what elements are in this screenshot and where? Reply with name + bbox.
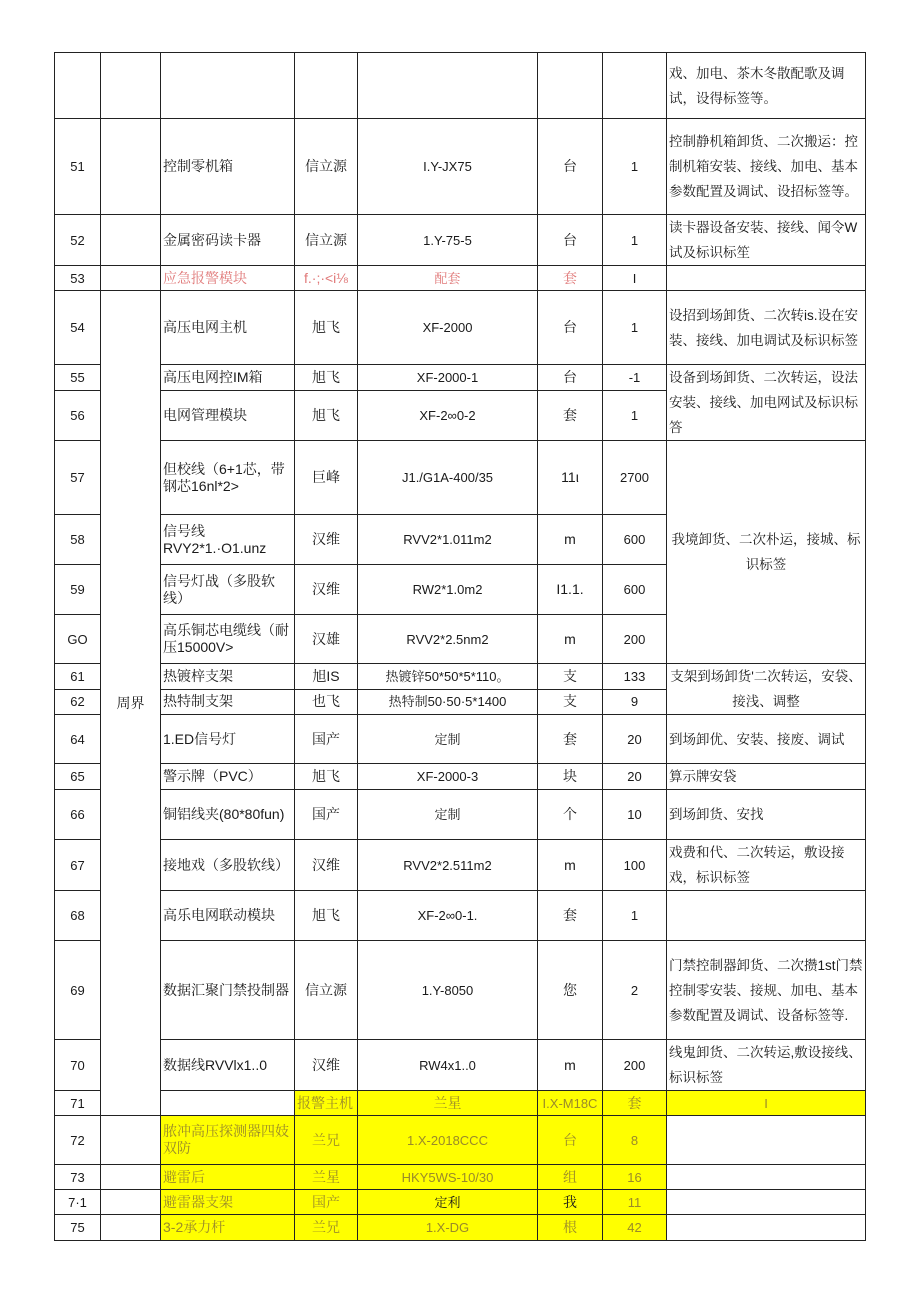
cell-qty: 1 [603,891,667,941]
cell-name [161,53,295,119]
cell-system [101,1215,161,1241]
cell-no: 72 [55,1116,101,1165]
cell-system-group: 周界 [101,291,161,1116]
cell-no: 62 [55,689,101,715]
cell-brand: 汉维 [295,565,358,615]
cell-name: 高压电网控IM箱 [161,365,295,391]
cell-unit: 台 [538,215,603,266]
cell-brand: 兰星 [295,1165,358,1190]
cell-work [667,266,866,291]
cell-qty: 1 [603,215,667,266]
cell-work: 支架到场卸货'二次转运，安袋、接浅、调整 [667,664,866,715]
cell-name: 电网管理模块 [161,391,295,441]
cell-system [101,53,161,119]
table-row [55,53,866,119]
cell-model: HKY5WS-10/30 [358,1165,538,1190]
cell-model: RVV2*2.511m2 [358,840,538,891]
cell-unit: 台 [538,365,603,391]
cell-no: 64 [55,715,101,764]
cell-unit: 个 [538,790,603,840]
table-row [55,441,866,515]
cell-brand: 国产 [295,790,358,840]
cell-model: 1.X-2018CCC [358,1116,538,1165]
cell-brand: 国产 [295,715,358,764]
cell-qty: 1 [603,391,667,441]
cell-work: 戏、加电、茶木冬散配歌及调试，设得标签等。 [667,53,866,119]
cell-unit: 组 [538,1165,603,1190]
cell-work [667,1165,866,1190]
cell-qty: 1 [603,291,667,365]
cell-model: 1.Y-8050 [358,941,538,1040]
cell-brand: 旭IS [295,664,358,690]
cell-work: 设备到场卸货、二次转运，设法安装、接线、加电网试及标识标答 [667,365,866,441]
cell-model: 配套 [358,266,538,291]
table-row [55,215,866,266]
cell-unit: m [538,515,603,565]
cell-name: 金属密码读卡器 [161,215,295,266]
cell-brand: 信立源 [295,941,358,1040]
cell-model: XF-2∞0-2 [358,391,538,441]
table-row [55,941,866,1040]
cell-no: 56 [55,391,101,441]
cell-qty: 2700 [603,441,667,515]
cell-unit: 套 [538,715,603,764]
cell-brand: 旭飞 [295,391,358,441]
cell-no: 73 [55,1165,101,1190]
cell-no: 61 [55,664,101,690]
cell-qty: 133 [603,664,667,690]
cell-work: 到场卸优、安装、接废、调试 [667,715,866,764]
cell-model: 热特制50·50·5*1400 [358,689,538,715]
cell-qty [603,53,667,119]
cell-work [667,891,866,941]
cell-unit: 块 [538,764,603,790]
table-row [55,715,866,764]
cell-no: 69 [55,941,101,1040]
cell-no: 58 [55,515,101,565]
table-row [55,891,866,941]
cell-qty: 20 [603,764,667,790]
cell-unit: 支 [538,689,603,715]
cell-brand: 巨峰 [295,441,358,515]
cell-qty: 10 [603,790,667,840]
cell-unit: 套 [538,891,603,941]
cell-model: RW2*1.0m2 [358,565,538,615]
table-row [55,790,866,840]
cell-work: 线鬼卸货、二次转运,敷设接线、标识标签 [667,1040,866,1091]
cell-qty: 600 [603,565,667,615]
cell-brand: 旭飞 [295,764,358,790]
cell-brand: 国产 [295,1190,358,1215]
cell-model: 定制 [358,790,538,840]
cell-no: 71 [55,1091,101,1116]
table-row [55,1215,866,1241]
cell-name: 控制零机箱 [161,119,295,215]
cell-unit [538,53,603,119]
cell-no: 57 [55,441,101,515]
cell-work [667,1116,866,1165]
cell-qty: 200 [603,1040,667,1091]
cell-qty: 600 [603,515,667,565]
cell-name: 避雷器支架 [161,1190,295,1215]
cell-unit: 套 [538,266,603,291]
cell-qty: 200 [603,615,667,664]
table-row [55,119,866,215]
cell-brand: 兰兄 [295,1215,358,1241]
cell-name: 信号灯战（多股软线） [161,565,295,615]
cell-name: 应急报警模块 [161,266,295,291]
cell-no: 7·1 [55,1190,101,1215]
cell-name: 但校线（6+1芯，带钢芯16nl*2> [161,441,295,515]
equipment-table [54,52,866,1241]
cell-model: I.X-M18C [538,1091,603,1116]
cell-unit: 支 [538,664,603,690]
cell-no: 70 [55,1040,101,1091]
cell-work: 控制静机箱卸货、二次搬运：控制机箱安装、接线、加电、基本参数配置及调试、设招标签等。 [667,119,866,215]
cell-brand: 汉维 [295,840,358,891]
cell-name: 数据汇聚门禁投制器 [161,941,295,1040]
cell-unit: 11ι [538,441,603,515]
cell-brand [295,53,358,119]
cell-system [101,266,161,291]
cell-unit: 台 [538,119,603,215]
cell-unit: m [538,840,603,891]
cell-model: 1.X-DG [358,1215,538,1241]
cell-brand: 兰星 [358,1091,538,1116]
cell-model: RW4x1..0 [358,1040,538,1091]
cell-qty: 20 [603,715,667,764]
cell-work: 设招到场卸货、二次转is.设在安装、接线、加电调试及标识标签 [667,291,866,365]
cell-name: 脓冲高压探测器四妓双防 [161,1116,295,1165]
cell-qty: 9 [603,689,667,715]
cell-no: 65 [55,764,101,790]
cell-work [667,1215,866,1241]
cell-brand: f.·;·<i⅛ [295,266,358,291]
cell-name: 铜铝线夹(80*80fun) [161,790,295,840]
cell-no: 54 [55,291,101,365]
cell-system [161,1091,295,1116]
cell-model: 定制 [358,715,538,764]
cell-qty: -1 [603,365,667,391]
cell-unit: 您 [538,941,603,1040]
cell-name: 热镀梓支架 [161,664,295,690]
cell-model: 热镀锌50*50*5*110。 [358,664,538,690]
table-row [55,1040,866,1091]
cell-work: 到场卸货、安找 [667,790,866,840]
cell-unit: 台 [538,291,603,365]
cell-work: 戏费和代、二次转运，敷设接戏，标识标签 [667,840,866,891]
cell-name: 避雷后 [161,1165,295,1190]
cell-qty: 42 [603,1215,667,1241]
cell-qty: 8 [603,1116,667,1165]
table-row [55,840,866,891]
cell-qty: I [603,266,667,291]
cell-name: 3-2承力杆 [161,1215,295,1241]
cell-no: 67 [55,840,101,891]
cell-no: 55 [55,365,101,391]
table-row [55,764,866,790]
cell-name: 1.ED信号灯 [161,715,295,764]
cell-qty: I [667,1091,866,1116]
cell-name: 高乐电网联动模块 [161,891,295,941]
table-row [55,1165,866,1190]
cell-name: 接地戏（多股软线） [161,840,295,891]
cell-model [358,53,538,119]
cell-work: 门禁控制器卸货、二次攒1st门禁控制零安装、接规、加电、基本参数配置及调试、设备标签等. [667,941,866,1040]
cell-brand: 信立源 [295,215,358,266]
cell-name: 信号线RVY2*1.·O1.unz [161,515,295,565]
cell-no: GO [55,615,101,664]
cell-name: 数据线RVVlx1..0 [161,1040,295,1091]
cell-no: 52 [55,215,101,266]
cell-unit: 套 [603,1091,667,1116]
cell-brand: 汉维 [295,1040,358,1091]
cell-qty: 16 [603,1165,667,1190]
cell-work: 我境卸货、二次朴运，接城、标识标签 [667,441,866,664]
cell-system [101,1165,161,1190]
cell-no: 51 [55,119,101,215]
cell-brand: 也飞 [295,689,358,715]
cell-no: 68 [55,891,101,941]
cell-qty: 2 [603,941,667,1040]
cell-no: 66 [55,790,101,840]
cell-model: J1./G1A-400/35 [358,441,538,515]
cell-brand: 兰兄 [295,1116,358,1165]
cell-work [667,1190,866,1215]
cell-model: I.Y-JX75 [358,119,538,215]
cell-unit: 套 [538,391,603,441]
table-row [55,1116,866,1165]
table-row [55,291,866,365]
cell-no [55,53,101,119]
cell-system [101,1190,161,1215]
table-row [55,1190,866,1215]
cell-system [101,119,161,215]
cell-model: 1.Y-75-5 [358,215,538,266]
cell-model: XF-2000 [358,291,538,365]
cell-model: 定利 [358,1190,538,1215]
cell-work: 读卡器设备安装、接线、闻令W试及标识标笙 [667,215,866,266]
cell-brand: 旭飞 [295,291,358,365]
cell-name: 高乐铜芯电缆线（耐压15000V> [161,615,295,664]
cell-unit: I1.1. [538,565,603,615]
cell-model: XF-2000-3 [358,764,538,790]
cell-name: 高压电网主机 [161,291,295,365]
cell-name: 警示牌（PVC） [161,764,295,790]
cell-qty: 1 [603,119,667,215]
table-row [55,365,866,391]
cell-qty: 100 [603,840,667,891]
cell-system [101,215,161,266]
cell-no: 59 [55,565,101,615]
cell-unit: m [538,615,603,664]
cell-unit: 我 [538,1190,603,1215]
cell-model: RVV2*2.5nm2 [358,615,538,664]
cell-brand: 旭飞 [295,891,358,941]
cell-unit: 根 [538,1215,603,1241]
cell-name: 热特制支架 [161,689,295,715]
cell-work: 算示牌安袋 [667,764,866,790]
cell-model: XF-2000-1 [358,365,538,391]
cell-brand: 信立源 [295,119,358,215]
cell-unit: m [538,1040,603,1091]
table-row [55,664,866,690]
cell-model: XF-2∞0-1. [358,891,538,941]
cell-model: RVV2*1.011m2 [358,515,538,565]
cell-brand: 旭飞 [295,365,358,391]
cell-no: 75 [55,1215,101,1241]
cell-no: 53 [55,266,101,291]
cell-unit: 台 [538,1116,603,1165]
table-row [55,1091,866,1116]
cell-brand: 汉维 [295,515,358,565]
cell-name: 报警主机 [295,1091,358,1116]
cell-brand: 汉雄 [295,615,358,664]
cell-system [101,1116,161,1165]
cell-qty: 11 [603,1190,667,1215]
table-row [55,266,866,291]
